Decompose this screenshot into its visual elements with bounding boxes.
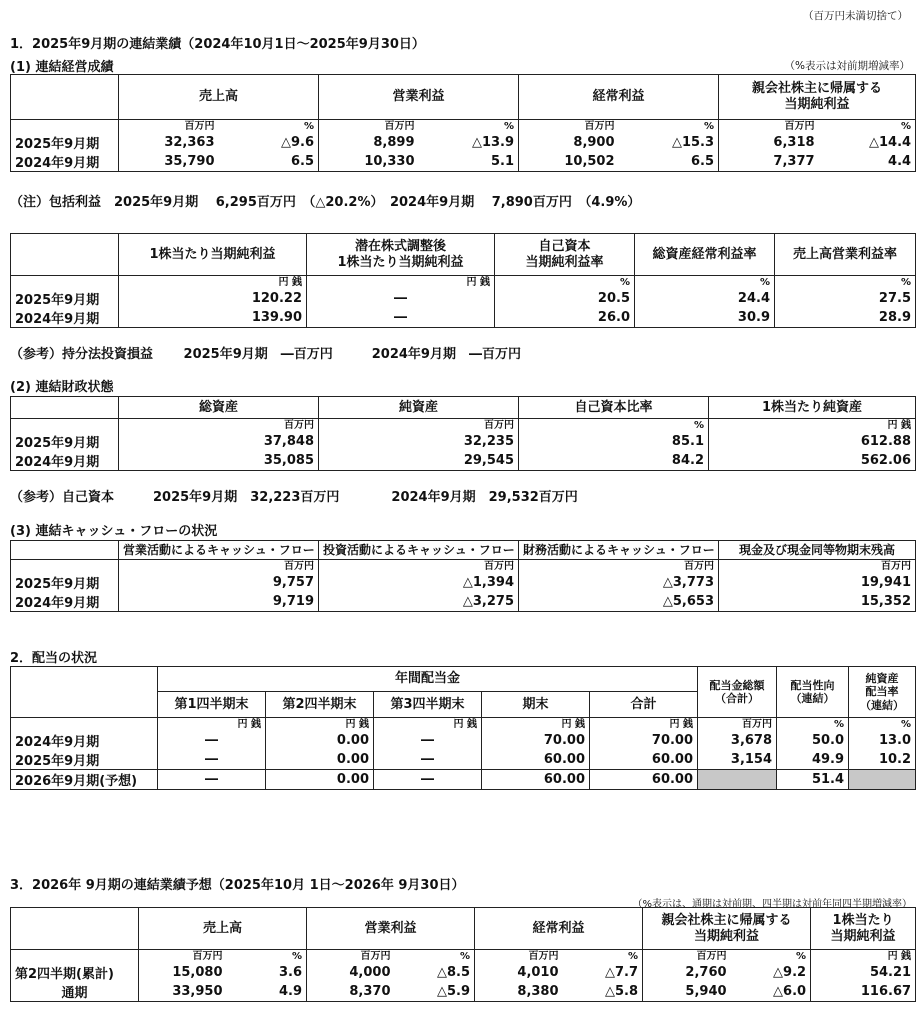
header-total-assets: 総資産 xyxy=(119,397,319,419)
equity-capital-note: （参考）自己資本 2025年9月期 32,223百万円 2024年9月期 29,532百万円 xyxy=(10,490,578,505)
header-annual-dividends: 年間配当金 xyxy=(158,667,698,692)
header-net-assets: 純資産 xyxy=(319,397,519,419)
change-rate-note: （%表示は対前期増減率） xyxy=(784,60,910,72)
header-forecast-sales: 売上高 xyxy=(139,908,307,950)
header-cash-balance: 現金及び現金同等物期末残高 xyxy=(719,541,916,560)
forecast-table: 売上高 営業利益 経常利益 親会社株主に帰属する 当期純利益 1株当たり 当期純利益 百万円 % 百万円 % 百万円 % 百万円 % 円 銭 第2四半期(累計) 15,080 3.6 4,000 △8.5 4,010 △7.7 2,760 △9.2 54.21 通期 33,950 4.9 8,370 △5.9 8,380 △5.8 5,940 △6.0 116.67 xyxy=(10,907,916,1002)
financial-position-table: 総資産 純資産 自己資本比率 1株当たり純資産 百万円 百万円 % 円 銭 2025年9月期 37,848 32,235 85.1 612.88 2024年9月期 35,085 29,545 84.2 562.06 xyxy=(10,396,916,471)
header-q3: 第3四半期末 xyxy=(374,692,482,718)
header-eps: 1株当たり当期純利益 xyxy=(119,234,307,276)
financial-position-title: (2) 連結財政状態 xyxy=(10,380,114,395)
table-row: 2024年9月期 35,085 29,545 84.2 562.06 xyxy=(11,451,916,471)
header-q2: 第2四半期末 xyxy=(266,692,374,718)
header-equity-ratio: 自己資本比率 xyxy=(519,397,709,419)
table-row: 2024年9月期 ― 0.00 ― 70.00 70.00 3,678 50.0 13.0 xyxy=(11,731,916,750)
header-q1: 第1四半期末 xyxy=(158,692,266,718)
header-operating-income: 営業利益 xyxy=(319,75,519,120)
header-investing-cf: 投資活動によるキャッシュ・フロー xyxy=(319,541,519,560)
table-row: 第2四半期(累計) 15,080 3.6 4,000 △8.5 4,010 △7.7 2,760 △9.2 54.21 xyxy=(11,963,916,982)
header-roe: 自己資本 当期純利益率 xyxy=(495,234,635,276)
operating-results-title: (1) 連結経営成績 xyxy=(10,60,114,75)
header-bps: 1株当たり純資産 xyxy=(709,397,916,419)
unit-note: （百万円未満切捨て） xyxy=(803,10,908,22)
table-row: 2024年9月期 35,790 6.5 10,330 5.1 10,502 6.5 7,377 4.4 xyxy=(11,152,916,172)
cash-flow-title: (3) 連結キャッシュ・フローの状況 xyxy=(10,524,218,539)
header-forecast-net-income: 親会社株主に帰属する 当期純利益 xyxy=(643,908,811,950)
section-1-title: 1．2025年9月期の連結業績（2024年10月1日～2025年9月30日） xyxy=(10,37,425,52)
dividends-title: 2．配当の状況 xyxy=(10,651,98,666)
table-row: 2025年9月期 120.22 ― 20.5 24.4 27.5 xyxy=(11,289,916,308)
forecast-title: 3．2026年 9月期の連結業績予想（2025年10月 1日～2026年 9月30日） xyxy=(10,878,465,893)
table-row: 2024年9月期 139.90 ― 26.0 30.9 28.9 xyxy=(11,308,916,328)
table-row-forecast: 2026年9月期(予想) ― 0.00 ― 60.00 60.00 51.4 xyxy=(11,770,916,790)
header-net-income: 親会社株主に帰属する 当期純利益 xyxy=(719,75,916,120)
header-sales: 売上高 xyxy=(119,75,319,120)
header-year-end: 期末 xyxy=(482,692,590,718)
per-share-table: 1株当たり当期純利益 潜在株式調整後 1株当たり当期純利益 自己資本 当期純利益率 総資産経常利益率 売上高営業利益率 円 銭 円 銭 % % % 2025年9月期 120.22 ― 20.5 24.4 27.5 2024年9月期 139.90 ― 26.0 30.9 28.9 xyxy=(10,233,916,328)
header-total-dividends: 配当金総額 （合計） xyxy=(698,667,777,718)
header-ordinary-income: 経常利益 xyxy=(519,75,719,120)
table-row: 2024年9月期 9,719 △3,275 △5,653 15,352 xyxy=(11,592,916,612)
table-row: 2025年9月期 37,848 32,235 85.1 612.88 xyxy=(11,432,916,451)
table-row: 2025年9月期 9,757 △1,394 △3,773 19,941 xyxy=(11,573,916,592)
header-operating-cf: 営業活動によるキャッシュ・フロー xyxy=(119,541,319,560)
table-row: 2025年9月期 32,363 △9.6 8,899 △13.9 8,900 △15.3 6,318 △14.4 xyxy=(11,133,916,152)
header-forecast-eps: 1株当たり 当期純利益 xyxy=(811,908,916,950)
header-operating-margin: 売上高営業利益率 xyxy=(775,234,916,276)
header-forecast-operating-income: 営業利益 xyxy=(307,908,475,950)
header-dividend-to-net-assets: 純資産 配当率 （連結） xyxy=(849,667,916,718)
header-diluted-eps: 潜在株式調整後 1株当たり当期純利益 xyxy=(307,234,495,276)
header-financing-cf: 財務活動によるキャッシュ・フロー xyxy=(519,541,719,560)
header-payout-ratio: 配当性向 （連結） xyxy=(777,667,849,718)
table-row: 通期 33,950 4.9 8,370 △5.9 8,380 △5.8 5,940 △6.0 116.67 xyxy=(11,982,916,1002)
empty-cell xyxy=(849,770,916,790)
comprehensive-income-note: （注）包括利益 2025年9月期 6,295百万円 （△20.2%） 2024年9月期 7,890百万円 （4.9%） xyxy=(10,195,641,210)
header-total: 合計 xyxy=(590,692,698,718)
empty-cell xyxy=(698,770,777,790)
cash-flow-table: 営業活動によるキャッシュ・フロー 投資活動によるキャッシュ・フロー 財務活動によるキャッシュ・フロー 現金及び現金同等物期末残高 百万円 百万円 百万円 百万円 2025年9月期 9,757 △1,394 △3,773 19,941 2024年9月期 9,719 △3,275 △5,653 15,352 xyxy=(10,540,916,612)
forecast-change-note: （%表示は、通期は対前期、四半期は対前年同四半期増減率） xyxy=(632,899,912,910)
table-row: 2025年9月期 ― 0.00 ― 60.00 60.00 3,154 49.9 10.2 xyxy=(11,750,916,770)
operating-results-table: 売上高 営業利益 経常利益 親会社株主に帰属する 当期純利益 百万円 % 百万円 % 百万円 % 百万円 % 2025年9月期 32,363 △9.6 8,899 △13.9 8,900 △15.3 6,318 △14.4 2024年9月期 35,790 6.5 10,330 5.1 10,502 6.5 7,377 4.4 xyxy=(10,74,916,172)
dividends-table: 年間配当金 配当金総額 （合計） 配当性向 （連結） 純資産 配当率 （連結） 第1四半期末 第2四半期末 第3四半期末 期末 合計 円 銭 円 銭 円 銭 円 銭 円 銭 百万円 % % 2024年9月期 ― 0.00 ― 70.00 70.00 3,678 50.0 13.0 2025年9月期 ― 0.00 ― 60.00 60.00 3,154 49.9 10.2 2026年9月期(予想) ― 0.00 ― 60.00 60.00 51.4 xyxy=(10,666,916,790)
equity-method-note: （参考）持分法投資損益 2025年9月期 ―百万円 2024年9月期 ―百万円 xyxy=(10,347,521,362)
header-forecast-ordinary-income: 経常利益 xyxy=(475,908,643,950)
header-roa: 総資産経常利益率 xyxy=(635,234,775,276)
